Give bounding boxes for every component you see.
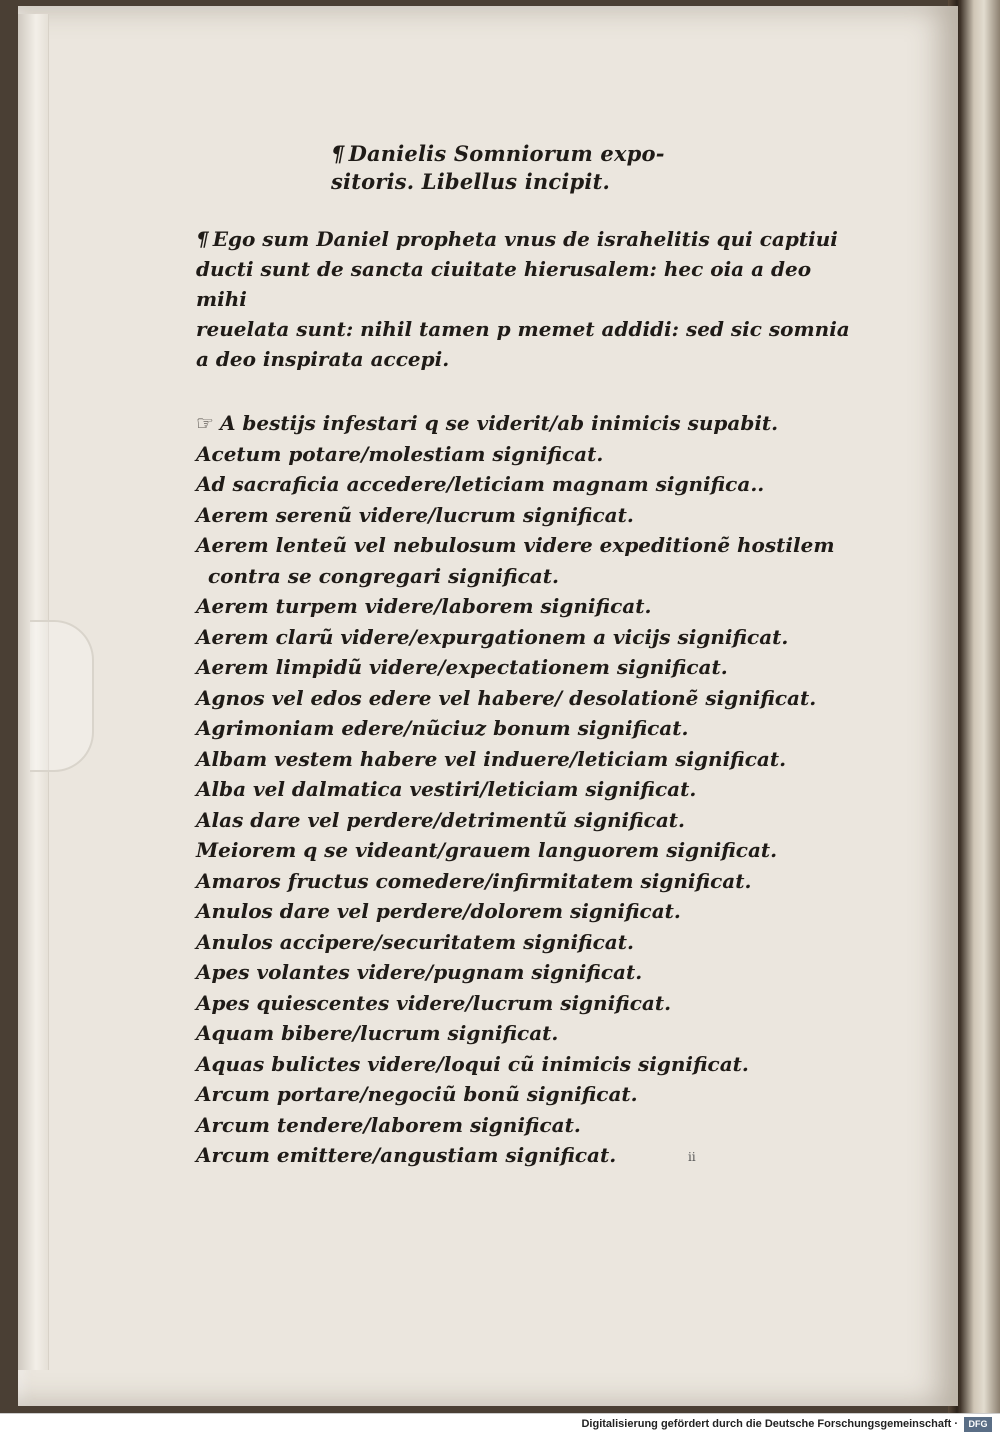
- footer-credit: Digitalisierung gefördert durch die Deutsche Forschungsgemeinschaft ·: [581, 1418, 958, 1430]
- entry-text: Arcum emittere/angustiam significat.: [196, 1143, 617, 1167]
- list-item: [196, 500, 856, 531]
- intro-line: ducti sunt de sancta ciuitate hierusalem: hec oia a deo mihi: [196, 257, 812, 311]
- entry-text: Albam vestem habere vel induere/leticiam significat.: [196, 746, 787, 771]
- entry-text: Ad sacraficia accedere/leticiam magnam significa..: [196, 472, 765, 496]
- entry-text: Alba vel dalmatica vestiri/leticiam significat.: [196, 777, 697, 801]
- list-item: [196, 683, 856, 714]
- intro-line: ¶ Ego sum Daniel propheta vnus de israhelitis qui captiui: [196, 227, 838, 251]
- entry-text: Meiorem q se videant/grauem languorem significat.: [196, 838, 778, 862]
- entry-text: Aquam bibere/lucrum significat.: [196, 1021, 559, 1045]
- entry-text: Arcum portare/negociũ bonũ significat.: [196, 1082, 638, 1106]
- page-title: [331, 140, 856, 196]
- entry-text: Agrimoniam edere/nũciuz bonum significat.: [196, 716, 689, 740]
- list-item: [196, 805, 856, 836]
- entry-text: A bestijs infestari q se viderit/ab inimicis supabit.: [219, 411, 779, 435]
- entry-list: [196, 408, 856, 1171]
- entry-text: Alas dare vel perdere/detrimentũ significat.: [196, 807, 686, 832]
- list-item: [196, 530, 856, 561]
- footer-bar: [0, 1413, 1000, 1436]
- list-item: [196, 1049, 856, 1080]
- pilcrow-icon: ¶: [196, 227, 209, 251]
- text-block: [196, 140, 856, 1171]
- list-item: [196, 988, 856, 1019]
- list-item: [196, 896, 856, 927]
- list-item: [196, 439, 856, 470]
- list-item: [196, 1140, 856, 1171]
- entry-text: Aerem limpidũ videre/expectationem significat.: [196, 655, 728, 679]
- clip-mark: [30, 620, 94, 772]
- list-item: [196, 1110, 856, 1141]
- page-edge: [960, 0, 1000, 1413]
- list-item: [196, 866, 856, 897]
- list-item: [196, 652, 856, 683]
- list-item: [196, 622, 856, 653]
- entry-text: Agnos vel edos edere vel habere/ desolationẽ significat.: [196, 685, 817, 710]
- list-item: [196, 469, 856, 500]
- entry-text: Acetum potare/molestiam significat.: [196, 441, 604, 466]
- entry-text: Aerem turpem videre/laborem significat.: [196, 594, 652, 618]
- entry-text: Aerem clarũ videre/expurgationem a vicijs significat.: [196, 624, 789, 649]
- entry-text: Apes quiescentes videre/lucrum significat.: [196, 990, 672, 1015]
- entry-text: Aerem lenteũ vel nebulosum videre expeditionẽ hostilem: [196, 533, 835, 557]
- dfg-logo-icon: DFG: [964, 1417, 992, 1432]
- list-item: [196, 744, 856, 775]
- intro-paragraph: [196, 224, 856, 374]
- entry-text: Aquas bulictes videre/loqui cũ inimicis significat.: [196, 1051, 749, 1076]
- entry-text: Anulos accipere/securitatem significat.: [196, 929, 634, 954]
- entry-text: Apes volantes videre/pugnam significat.: [196, 960, 643, 984]
- pilcrow-icon: ¶: [331, 141, 345, 166]
- entry-text: Arcum tendere/laborem significat.: [196, 1112, 581, 1137]
- list-item: [196, 1018, 856, 1049]
- list-item: [196, 927, 856, 958]
- list-item: [196, 713, 856, 744]
- entry-text: contra se congregari significat.: [208, 563, 559, 588]
- intro-line: a deo inspirata accepi.: [196, 347, 450, 371]
- list-item: [196, 561, 856, 592]
- entry-text: Aerem serenũ videre/lucrum significat.: [196, 502, 634, 527]
- ink-mark: ⅱ: [688, 1150, 696, 1164]
- list-item: [196, 591, 856, 622]
- title-line-1: ¶ Danielis Somniorum expo-: [331, 141, 665, 166]
- list-item: [196, 408, 856, 439]
- list-item: [196, 774, 856, 805]
- list-item: [196, 957, 856, 988]
- list-item: [196, 1079, 856, 1110]
- list-item: [196, 835, 856, 866]
- pointing-hand-icon: ☞: [196, 411, 214, 435]
- intro-line: reuelata sunt: nihil tamen p memet addidi: sed sic somnia: [196, 317, 850, 341]
- title-line-2: sitoris. Libellus incipit.: [331, 169, 611, 194]
- entry-text: Amaros fructus comedere/infirmitatem significat.: [196, 868, 752, 893]
- entry-text: Anulos dare vel perdere/dolorem significat.: [196, 899, 681, 923]
